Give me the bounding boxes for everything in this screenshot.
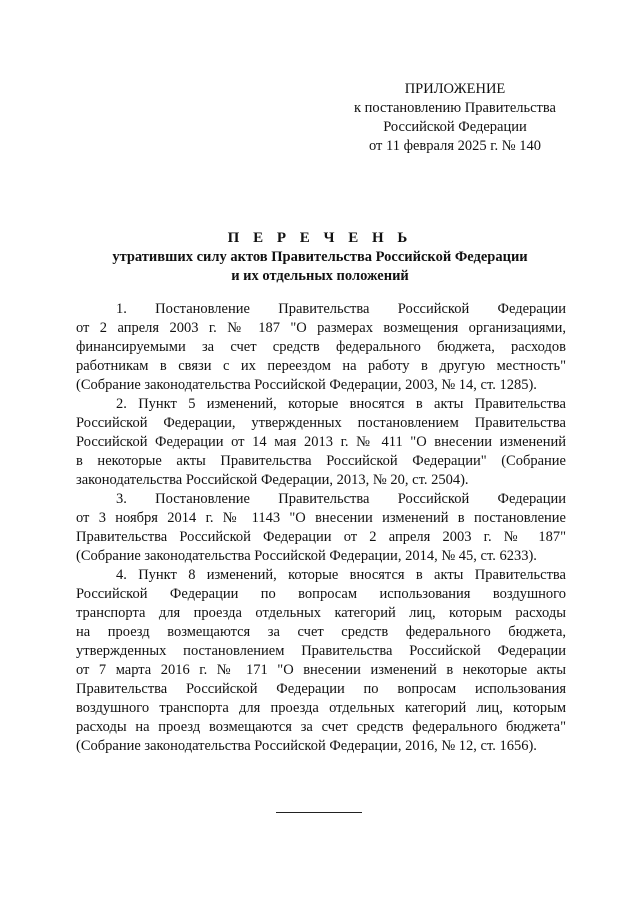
paragraph-line: в некоторые акты Правительства Российской Федерации" (Собрание xyxy=(76,453,566,469)
document-body xyxy=(76,300,566,756)
appendix-federation-line: Российской Федерации xyxy=(383,119,527,135)
paragraph-3 xyxy=(76,490,566,566)
paragraph-line: Российской Федерации по вопросам использования воздушного xyxy=(76,586,566,602)
paragraph-line: (Собрание законодательства Российской Федерации, 2016, № 12, ст. 1656). xyxy=(76,738,537,754)
appendix-label: ПРИЛОЖЕНИЕ xyxy=(404,81,506,97)
appendix-header xyxy=(345,80,565,156)
paragraph-line: от 2 апреля 2003 г. № 187 "О размерах возмещения организациями, xyxy=(76,320,566,336)
paragraph-4 xyxy=(76,566,566,756)
paragraph-line: утвержденных постановлением Правительства Российской Федерации xyxy=(76,643,566,659)
paragraph-2 xyxy=(76,395,566,490)
document-title: П Е Р Е Ч Е Н Ь xyxy=(227,230,413,246)
paragraph-line: 3. Постановление Правительства Российской Федерации xyxy=(116,491,566,507)
paragraph-line: 2. Пункт 5 изменений, которые вносятся в акты Правительства xyxy=(116,396,566,412)
paragraph-line: 4. Пункт 8 изменений, которые вносятся в акты Правительства xyxy=(116,567,566,583)
paragraph-line: финансируемыми за счет средств федерального бюджета, расходов xyxy=(76,339,566,355)
paragraph-line: транспорта для проезда отдельных категорий лиц, которым расходы xyxy=(76,605,566,621)
paragraph-line: Правительства Российской Федерации по вопросам использования xyxy=(76,681,566,697)
paragraph-line: работникам в связи с их переездом на работу в другую местность" xyxy=(76,358,566,374)
document-subtitle xyxy=(0,248,640,286)
paragraph-line: воздушного транспорта для проезда отдельных категорий лиц, которым xyxy=(76,700,566,716)
paragraph-1 xyxy=(76,300,566,395)
end-separator-line xyxy=(276,812,362,813)
paragraph-line: расходы на проезд возмещаются за счет средств федерального бюджета" xyxy=(76,719,566,735)
subtitle-line: утративших силу актов Правительства Российской Федерации xyxy=(112,249,528,265)
appendix-resolution-line: к постановлению Правительства xyxy=(354,100,556,116)
subtitle-line: и их отдельных положений xyxy=(231,268,409,284)
paragraph-line: Российской Федерации, утвержденных постановлением Правительства xyxy=(76,415,566,431)
paragraph-line: (Собрание законодательства Российской Федерации, 2003, № 14, ст. 1285). xyxy=(76,377,537,393)
paragraph-line: Правительства Российской Федерации от 2 апреля 2003 г. № 187" xyxy=(76,529,566,545)
paragraph-line: от 7 марта 2016 г. № 171 "О внесении изменений в некоторые акты xyxy=(76,662,566,678)
appendix-date-line: от 11 февраля 2025 г. № 140 xyxy=(368,138,542,154)
paragraph-line: от 3 ноября 2014 г. № 1143 "О внесении изменений в постановление xyxy=(76,510,566,526)
paragraph-line: Российской Федерации от 14 мая 2013 г. № 411 "О внесении изменений xyxy=(76,434,566,450)
paragraph-line: 1. Постановление Правительства Российской Федерации xyxy=(116,301,566,317)
paragraph-line: на проезд возмещаются за счет средств федерального бюджета, xyxy=(76,624,566,640)
paragraph-line: законодательства Российской Федерации, 2013, № 20, ст. 2504). xyxy=(76,472,469,488)
paragraph-line: (Собрание законодательства Российской Федерации, 2014, № 45, ст. 6233). xyxy=(76,548,537,564)
